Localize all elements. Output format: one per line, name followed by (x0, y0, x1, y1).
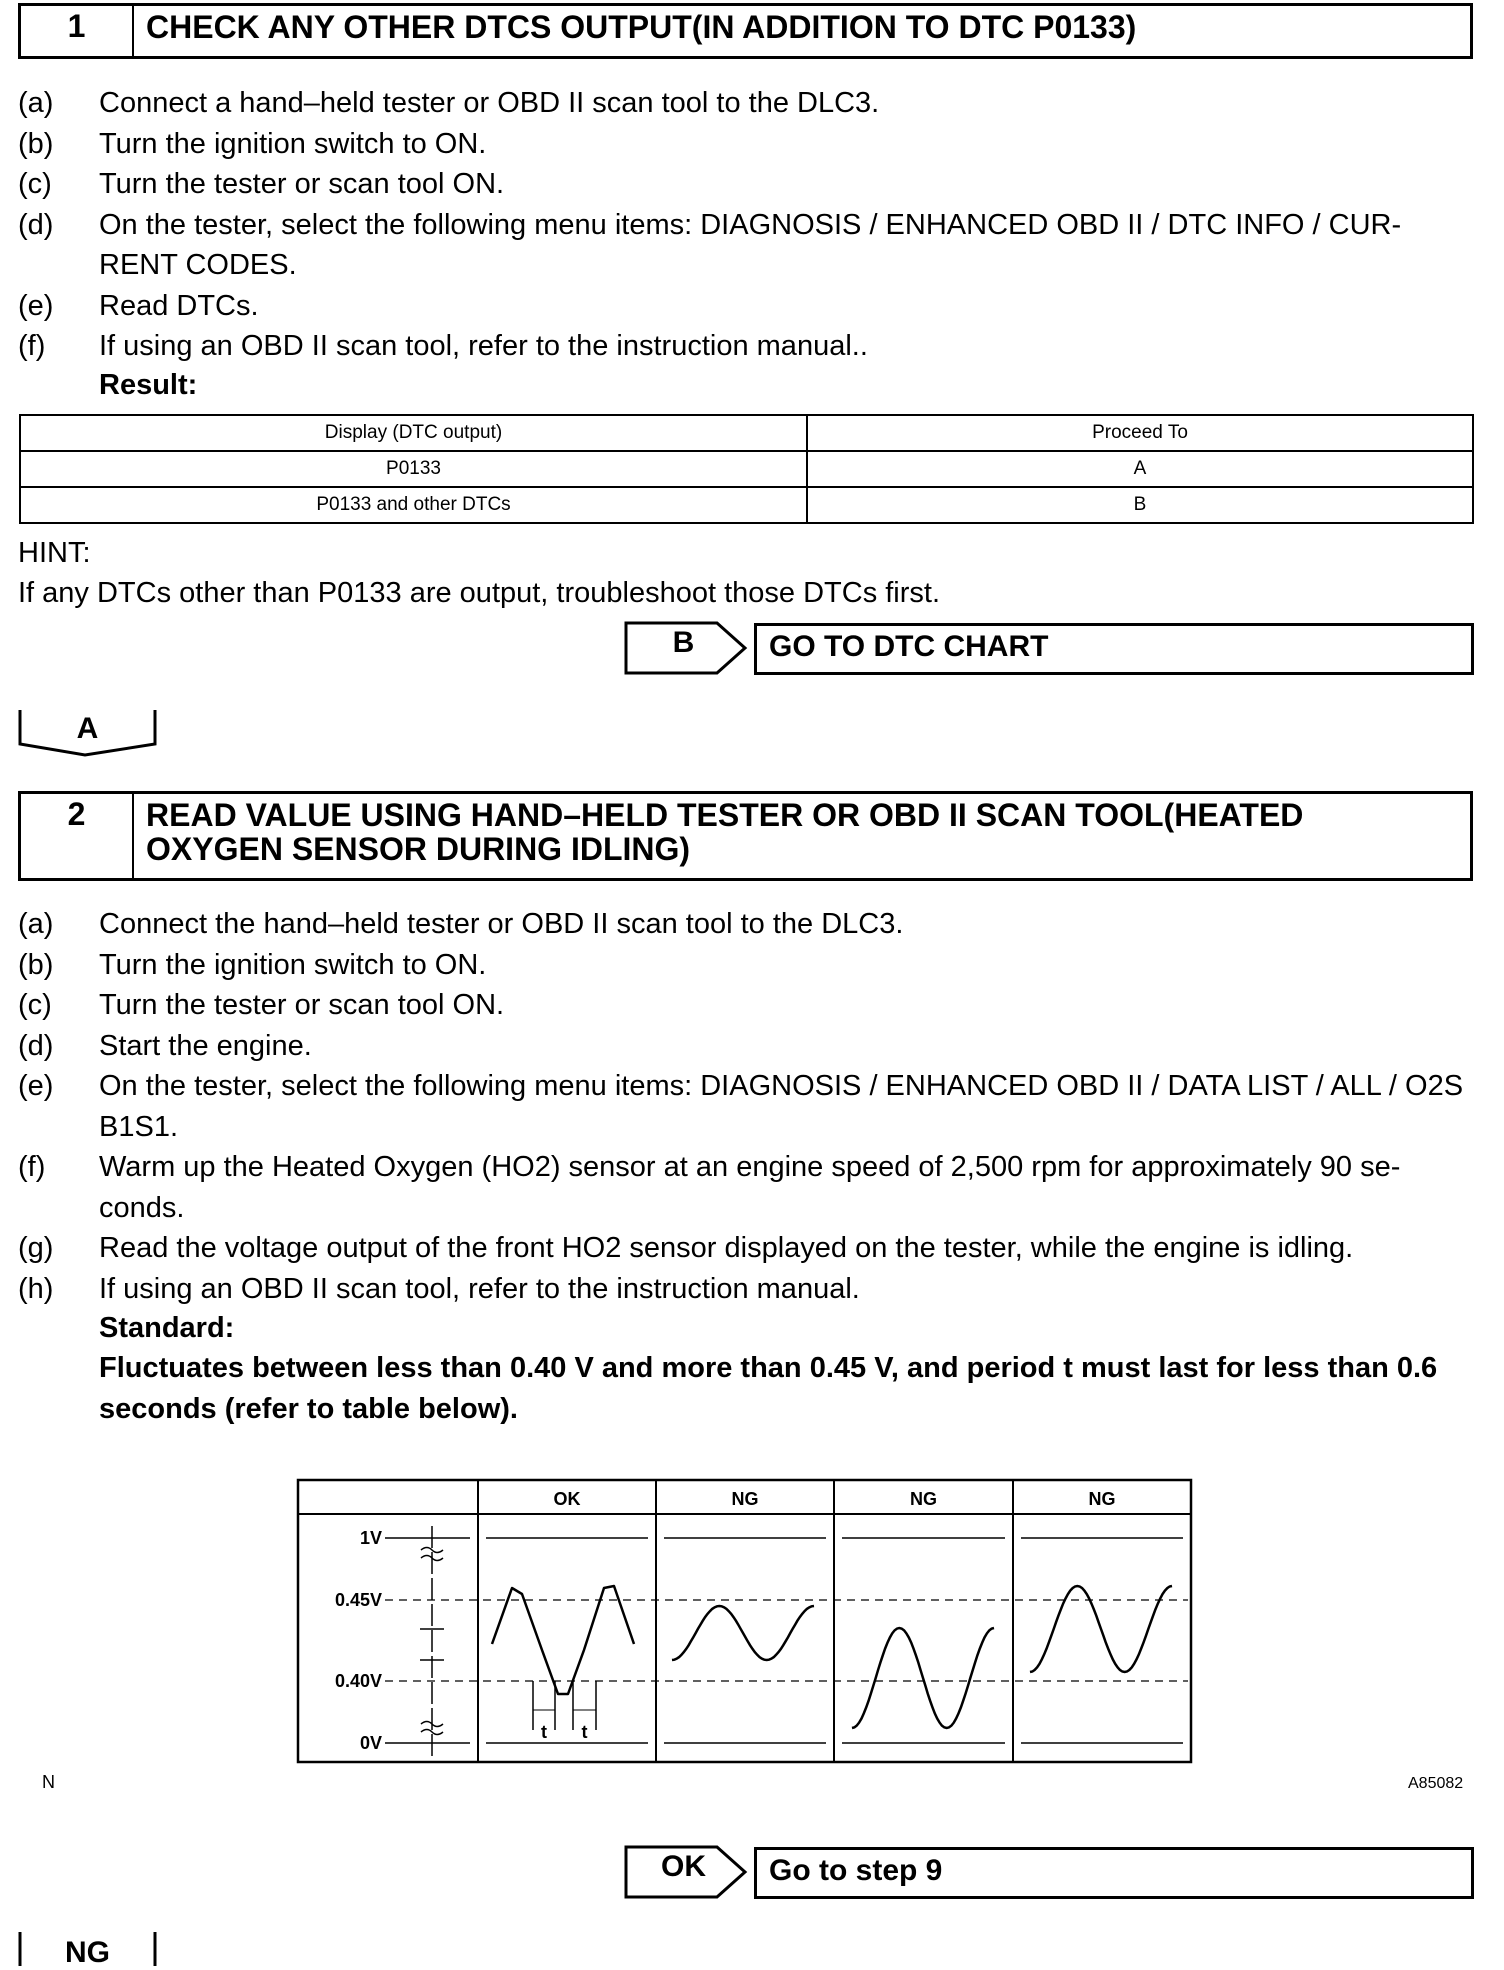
item-text: Connect a hand–held tester or OBD II scan tool to the DLC3. (99, 87, 880, 119)
item-text: Start the engine. (99, 1029, 312, 1062)
standard-label: Standard: (99, 1312, 235, 1344)
period-label: t (581, 1722, 588, 1742)
hint-text: If any DTCs other than P0133 are output, troubleshoot those DTCs first. (18, 577, 941, 609)
figure-corner-mark: N (42, 1772, 55, 1792)
item-label: (e) (18, 1070, 54, 1102)
result-label: Result: (99, 369, 198, 401)
item-label: (f) (18, 330, 46, 362)
branch-a-label: A (76, 712, 99, 745)
item-label: (a) (18, 87, 54, 119)
item-label: (d) (18, 208, 54, 241)
y-axis-label: 0V (359, 1733, 382, 1753)
item-text: On the tester, select the following menu items: DIAGNOSIS / ENHANCED OBD II / DATA LIST / ALL / O2S B1S1. (99, 1070, 1464, 1143)
y-axis-label: 1V (359, 1528, 382, 1548)
item-text: Turn the ignition switch to ON. (99, 127, 487, 160)
item-label: (f) (18, 1151, 46, 1183)
branch-ok-label: OK (661, 1850, 706, 1883)
waveform-ok (492, 1586, 634, 1694)
column-header: Display (DTC output) (20, 415, 807, 451)
branch-ng-label: NG (65, 1936, 110, 1969)
item-text: Read DTCs. (99, 289, 259, 322)
item-text: Warm up the Heated Oxygen (HO2) sensor at an engine speed of 2,500 rpm for approximately 90 se-conds. (99, 1151, 1401, 1224)
column-header: OK (553, 1489, 581, 1509)
item-label: (c) (18, 989, 52, 1021)
y-axis-label: 0.40V (334, 1671, 382, 1691)
item-label: (b) (18, 948, 54, 981)
item-label: (g) (18, 1232, 54, 1264)
branch-b-label: B (672, 626, 695, 659)
period-label: t (541, 1722, 547, 1742)
figure-id: A85082 (1408, 1775, 1464, 1792)
item-text: Turn the tester or scan tool ON. (99, 989, 505, 1021)
table-cell: B (807, 487, 1473, 523)
step-title-line: READ VALUE USING HAND–HELD TESTER OR OBD II SCAN TOOL(HEATED (146, 797, 1304, 833)
column-header: NG (1088, 1489, 1116, 1509)
go-to-dtc-chart: GO TO DTC CHART (754, 623, 1474, 675)
go-to-step-9: Go to step 9 (754, 1847, 1474, 1899)
item-text: Read the voltage output of the front HO2 sensor displayed on the tester, while the engine is idling. (99, 1232, 1354, 1264)
item-label: (e) (18, 289, 54, 322)
waveform-ng-3 (1030, 1586, 1172, 1672)
item-text: Turn the ignition switch to ON. (99, 948, 487, 981)
item-text: If using an OBD II scan tool, refer to the instruction manual. (99, 1272, 860, 1305)
item-text: Connect the hand–held tester or OBD II scan tool to the DLC3. (99, 908, 904, 940)
item-text: Turn the tester or scan tool ON. (99, 168, 505, 200)
standard-text: Fluctuates between less than 0.40 V and more than 0.45 V, and period t must last for less than 0.6 seconds (refer to table below). (99, 1352, 1438, 1425)
table-cell: P0133 and other DTCs (20, 487, 807, 523)
hint-label: HINT: (18, 537, 91, 569)
item-label: (d) (18, 1029, 54, 1062)
step-number: 1 (21, 6, 134, 56)
table-cell: A (807, 451, 1473, 487)
item-text: If using an OBD II scan tool, refer to the instruction manual.. (99, 330, 868, 362)
item-text: On the tester, select the following menu items: DIAGNOSIS / ENHANCED OBD II / DTC INFO / CUR-RENT CODES. (99, 208, 1402, 281)
table-cell: P0133 (20, 451, 807, 487)
y-axis-label: 0.45V (334, 1590, 382, 1610)
item-label: (b) (18, 127, 54, 160)
step-number: 2 (21, 794, 134, 878)
step-title-line: OXYGEN SENSOR DURING IDLING) (146, 831, 691, 867)
waveform-ng-1 (672, 1606, 814, 1660)
waveform-ng-2 (852, 1628, 994, 1728)
column-header: Proceed To (807, 415, 1473, 451)
item-label: (h) (18, 1272, 54, 1305)
column-header: NG (910, 1489, 937, 1509)
item-label: (c) (18, 168, 52, 200)
column-header: NG (731, 1489, 759, 1509)
item-label: (a) (18, 908, 54, 940)
step-title: CHECK ANY OTHER DTCS OUTPUT(IN ADDITION TO DTC P0133) (146, 9, 1137, 45)
